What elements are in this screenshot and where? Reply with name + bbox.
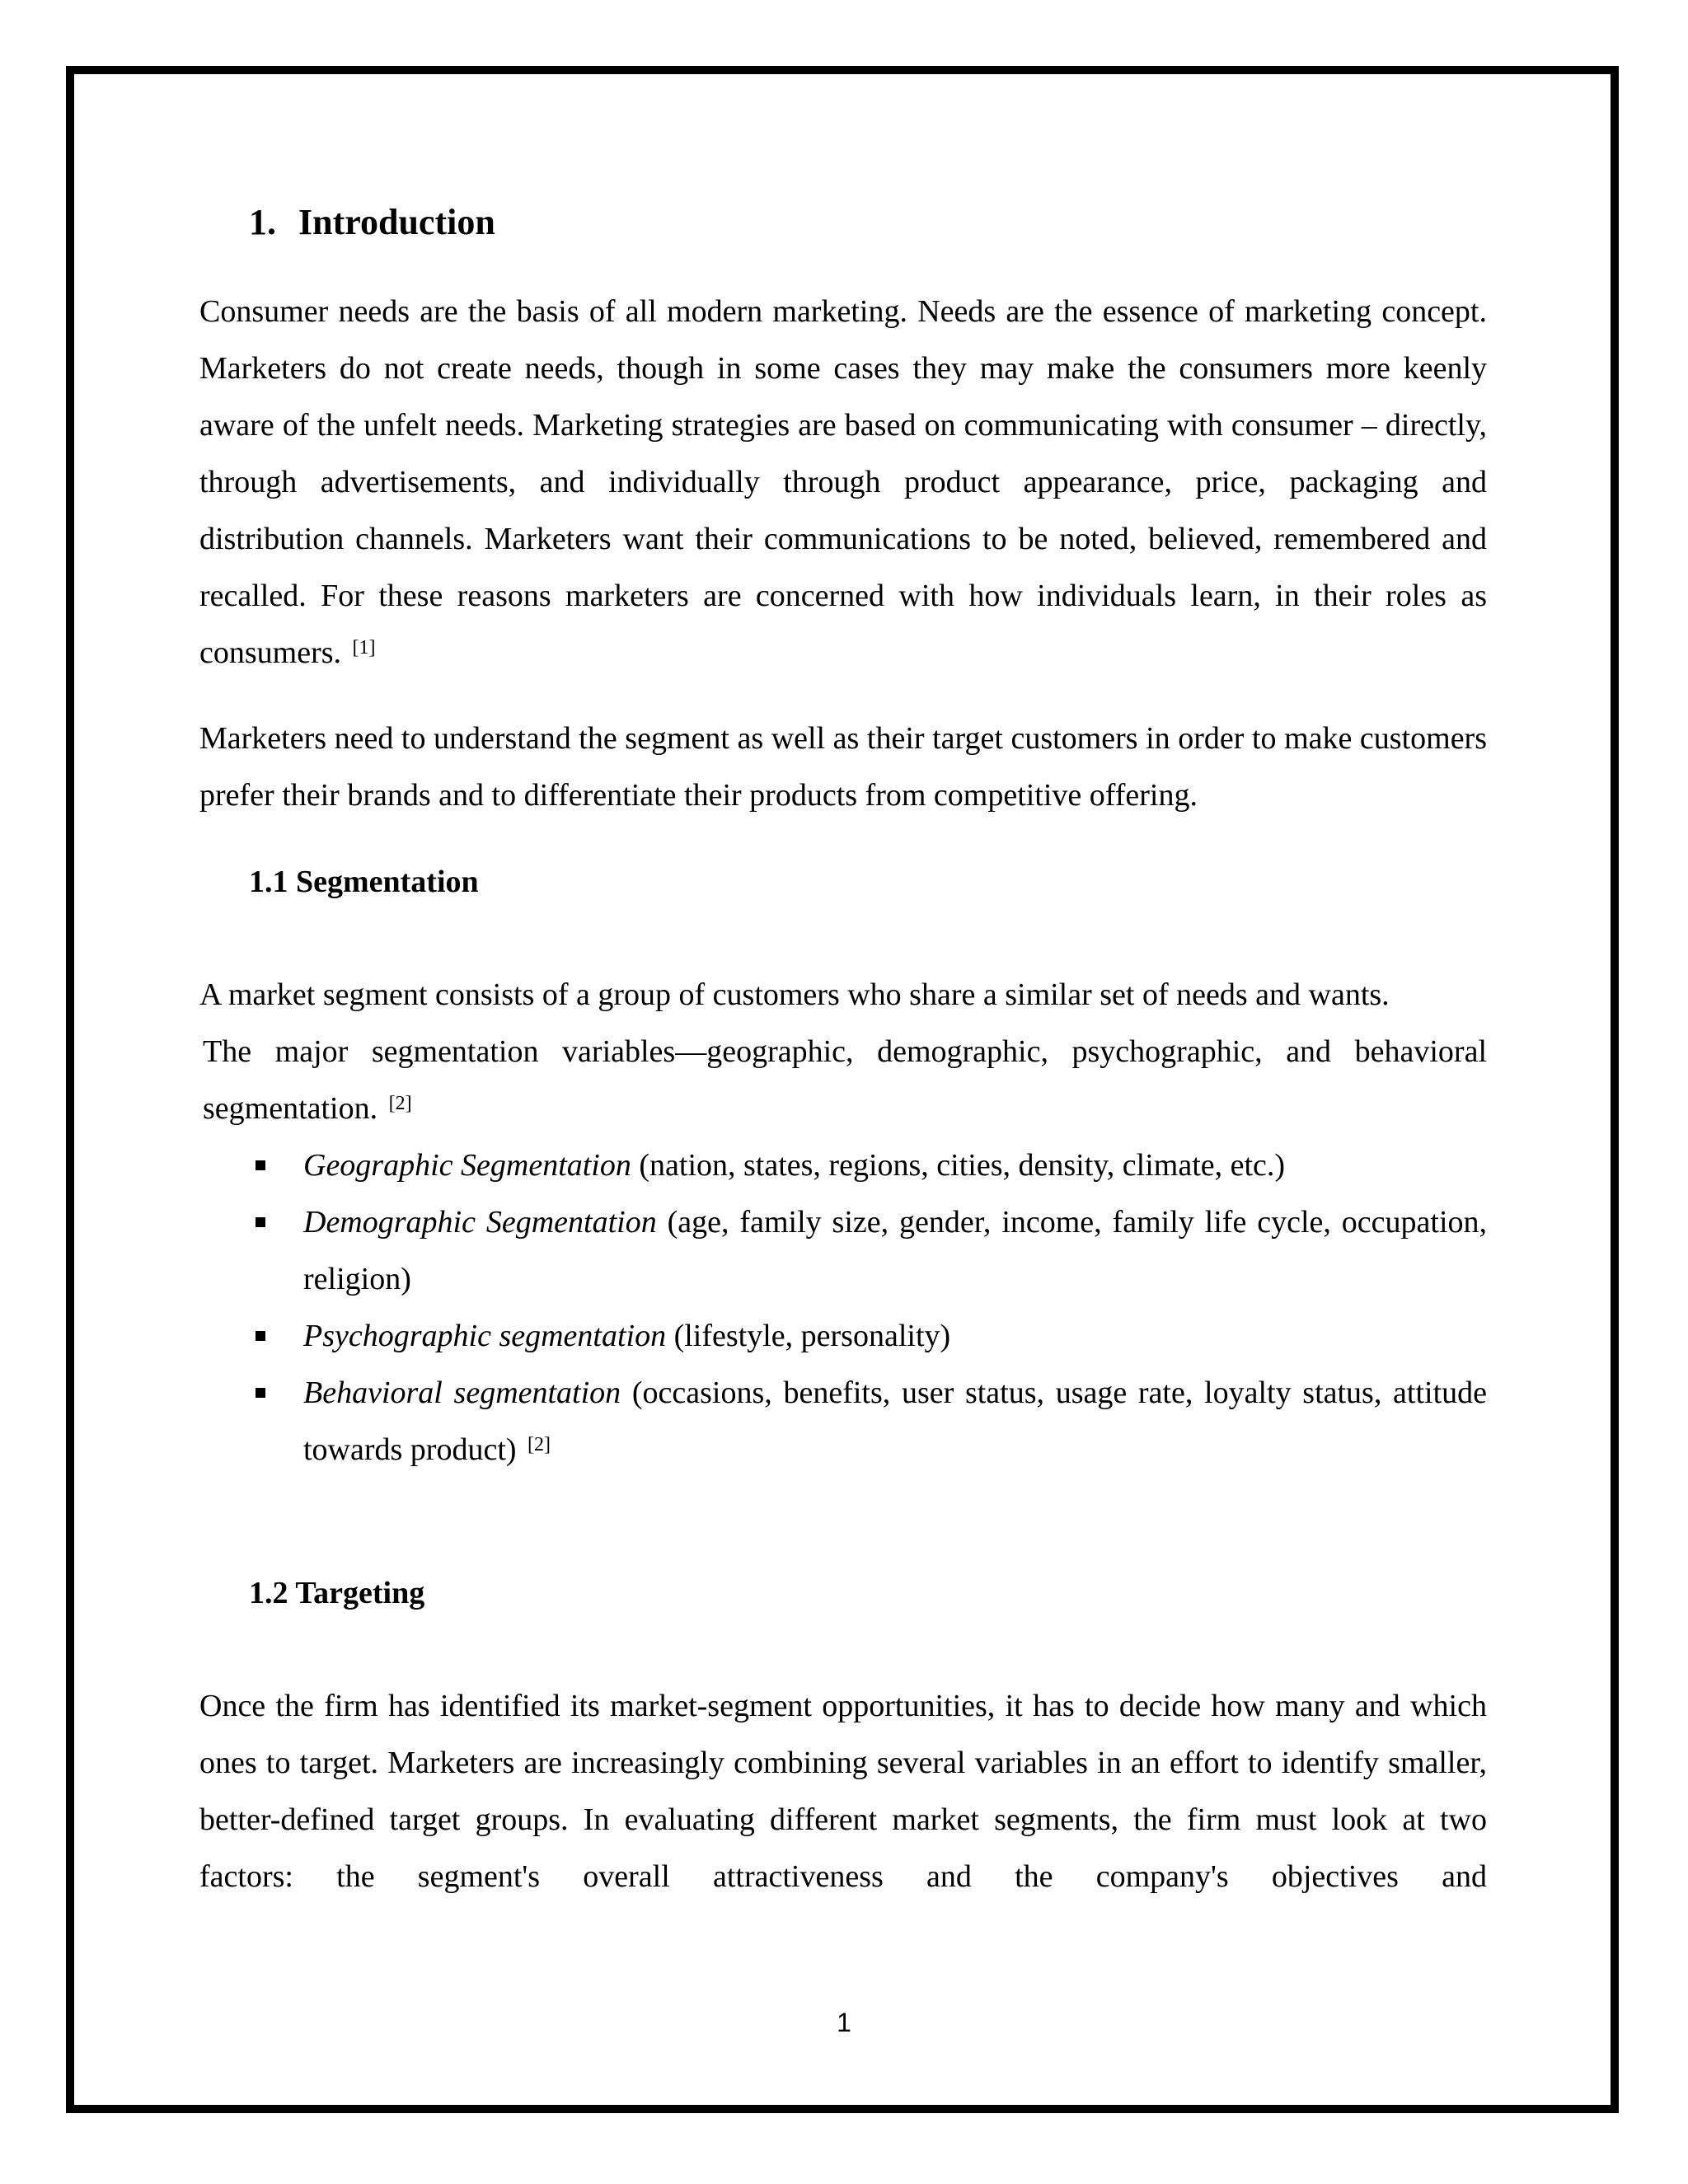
citation-ref: [2] [528,1434,551,1455]
page-number: 1 [837,2008,851,2037]
subsection-heading-segmentation: 1.1 Segmentation [249,865,479,899]
segmentation-paragraph-2 [199,1024,1487,1137]
square-bullet-icon [256,1217,265,1227]
list-item [199,1308,1487,1365]
subsection-heading-targeting: 1.2 Targeting [249,1576,425,1610]
citation-ref: [1] [352,637,376,658]
list-item-desc: (nation, states, regions, cities, density, climate, etc.) [631,1148,1286,1183]
segmentation-paragraph-2-text: The major segmentation variables—geographic, demographic, psychographic, and behavioral segmentation. [203,1034,1487,1126]
citation-ref: [2] [388,1093,412,1114]
segmentation-paragraph-1: A market segment consists of a group of customers who share a similar set of needs and wants. [199,977,1390,1012]
document-body [199,188,1487,1905]
intro-paragraph-1-text: Consumer needs are the basis of all modern marketing. Needs are the essence of marketing concept. Marketers do not create needs, though in some cases they may make the consumers more keenly aware of the unfelt needs. Marketing strategies are based on communicating with consumer – directly, through advertisements, and individually through product appearance, price, packaging and distribution channels. Marketers want their communications to be noted, believed, remembered and recalled. For these reasons marketers are concerned with how individuals learn, in their roles as consumers. [199,294,1487,670]
square-bullet-icon [256,1331,265,1341]
list-item-desc: (age, family size, gender, income, family life cycle, occupation, religion) [303,1205,1488,1296]
list-item-term: Psychographic segmentation [303,1319,667,1353]
intro-paragraph-2: Marketers need to understand the segment as well as their target customers in order to make customers prefer their brands and to differentiate their products from competitive offering. [199,721,1487,813]
list-item [199,1365,1487,1479]
list-item-term: Geographic Segmentation [303,1148,631,1183]
section-number: 1. [249,202,276,242]
list-item-desc: (lifestyle, personality) [666,1319,951,1353]
list-item-term: Demographic Segmentation [303,1205,657,1240]
list-item-desc: (occasions, benefits, user status, usage rate, loyalty status, attitude towards product) [303,1376,1487,1467]
list-item [199,1194,1487,1308]
list-item-term: Behavioral segmentation [303,1376,621,1410]
square-bullet-icon [256,1160,265,1170]
list-item [199,1137,1487,1194]
square-bullet-icon [256,1388,265,1398]
targeting-paragraph-1: Once the firm has identified its market-segment opportunities, it has to decide how many and which ones to target. Marketers are increasingly combining several variables in an effort to identify smaller, better-defined target groups. In evaluating different market segments, the firm must look at two factors: the segment's overall attractiveness and the company's objectives and [199,1689,1487,1894]
section-heading-introduction [249,188,1487,257]
segmentation-list [199,1137,1487,1479]
intro-paragraph-1 [199,284,1487,682]
section-title: Introduction [298,202,495,242]
